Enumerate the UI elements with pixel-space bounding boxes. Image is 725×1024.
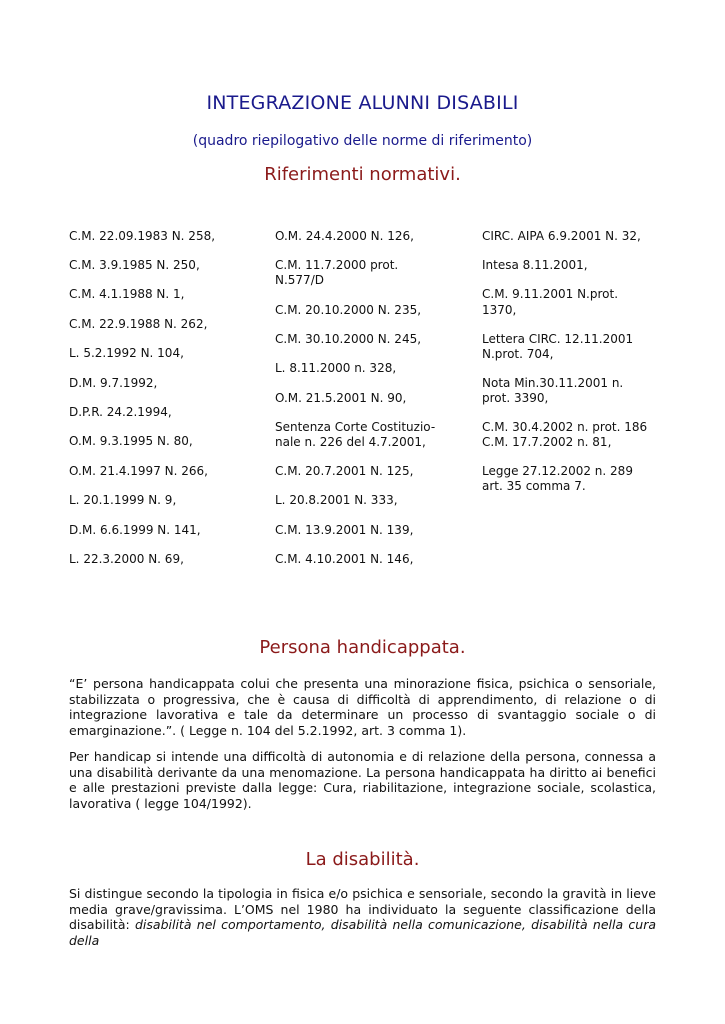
reference-item: C.M. 17.7.2002 n. 81, — [482, 435, 612, 449]
reference-item: L. 5.2.1992 N. 104, — [69, 346, 184, 360]
reference-item: C.M. 20.7.2001 N. 125, — [275, 464, 414, 478]
reference-item: C.M. 4.10.2001 N. 146, — [275, 552, 414, 566]
reference-item: CIRC. AIPA 6.9.2001 N. 32, — [482, 229, 641, 243]
reference-item: Lettera CIRC. 12.11.2001 — [482, 332, 634, 346]
heading-riferimenti: Riferimenti normativi. — [264, 164, 461, 185]
reference-item: D.P.R. 24.2.1994, — [69, 405, 172, 419]
reference-item: Nota Min.30.11.2001 n. — [482, 376, 624, 390]
reference-item: L. 20.1.1999 N. 9, — [69, 493, 177, 507]
reference-item: C.M. 13.9.2001 N. 139, — [275, 523, 414, 537]
reference-item: O.M. 9.3.1995 N. 80, — [69, 434, 193, 448]
reference-item: C.M. 22.09.1983 N. 258, — [69, 229, 216, 243]
reference-item: O.M. 21.5.2001 N. 90, — [275, 391, 407, 405]
reference-item: C.M. 20.10.2000 N. 235, — [275, 303, 422, 317]
reference-item: C.M. 30.4.2002 n. prot. 186 — [482, 420, 648, 434]
disability-categories-italic: disabilità nel comportamento, disabilità nella comunicazione, disabilità nella cura della — [69, 917, 656, 948]
reference-item: nale n. 226 del 4.7.2001, — [275, 435, 426, 449]
disability-paragraph — [69, 886, 656, 948]
handicap-paragraph: Per handicap si intende una difficoltà di autonomia e di relazione della persona, connessa a una disabilità derivante da una menomazione. La persona handicappata ha diritto ai benefici e alle prestazioni previste dalla legge: Cura, riabilitazione, integrazione sociale, scolastica, lavorativa ( legge 104/1992). — [69, 749, 656, 811]
definition-paragraph: “E’ persona handicappata colui che presenta una minorazione fisica, psichica o sensoriale, stabilizzata o progressiva, che è causa di difficoltà di apprendimento, di relazione o di integrazione lavorativa e tale da determinare un processo di svantaggio sociale o di emarginazione.”. ( Legge n. 104 del 5.2.1992, art. 3 comma 1). — [69, 676, 656, 738]
reference-item: D.M. 6.6.1999 N. 141, — [69, 523, 201, 537]
reference-item: Sentenza Corte Costituzio- — [275, 420, 436, 434]
reference-item: prot. 3390, — [482, 391, 549, 405]
reference-item: C.M. 30.10.2000 N. 245, — [275, 332, 422, 346]
reference-item: C.M. 22.9.1988 N. 262, — [69, 317, 208, 331]
document-title: INTEGRAZIONE ALUNNI DISABILI — [206, 92, 519, 114]
heading-persona-handicappata: Persona handicappata. — [259, 637, 466, 658]
reference-item: C.M. 11.7.2000 prot. — [275, 258, 399, 272]
reference-item: N.577/D — [275, 273, 324, 287]
reference-item: N.prot. 704, — [482, 347, 554, 361]
reference-item: Intesa 8.11.2001, — [482, 258, 588, 272]
reference-item: 1370, — [482, 303, 517, 317]
reference-item: D.M. 9.7.1992, — [69, 376, 158, 390]
reference-item: O.M. 21.4.1997 N. 266, — [69, 464, 208, 478]
reference-item: L. 20.8.2001 N. 333, — [275, 493, 398, 507]
disability-text: Si distingue secondo la tipologia in fisica e/o psichica e sensoriale, secondo la gravità in lieve media grave/gravissima. L’OMS nel 1980 ha individuato la seguente classificazione della disabilità: — [69, 886, 656, 932]
reference-item: Legge 27.12.2002 n. 289 — [482, 464, 633, 478]
reference-item: C.M. 3.9.1985 N. 250, — [69, 258, 200, 272]
reference-item: L. 8.11.2000 n. 328, — [275, 361, 397, 375]
reference-item: O.M. 24.4.2000 N. 126, — [275, 229, 414, 243]
heading-disabilita: La disabilità. — [305, 849, 420, 870]
reference-item: art. 35 comma 7. — [482, 479, 586, 493]
reference-item: L. 22.3.2000 N. 69, — [69, 552, 184, 566]
reference-item: C.M. 9.11.2001 N.prot. — [482, 287, 619, 301]
reference-item: C.M. 4.1.1988 N. 1, — [69, 287, 185, 301]
document-subtitle: (quadro riepilogativo delle norme di riferimento) — [192, 133, 533, 149]
